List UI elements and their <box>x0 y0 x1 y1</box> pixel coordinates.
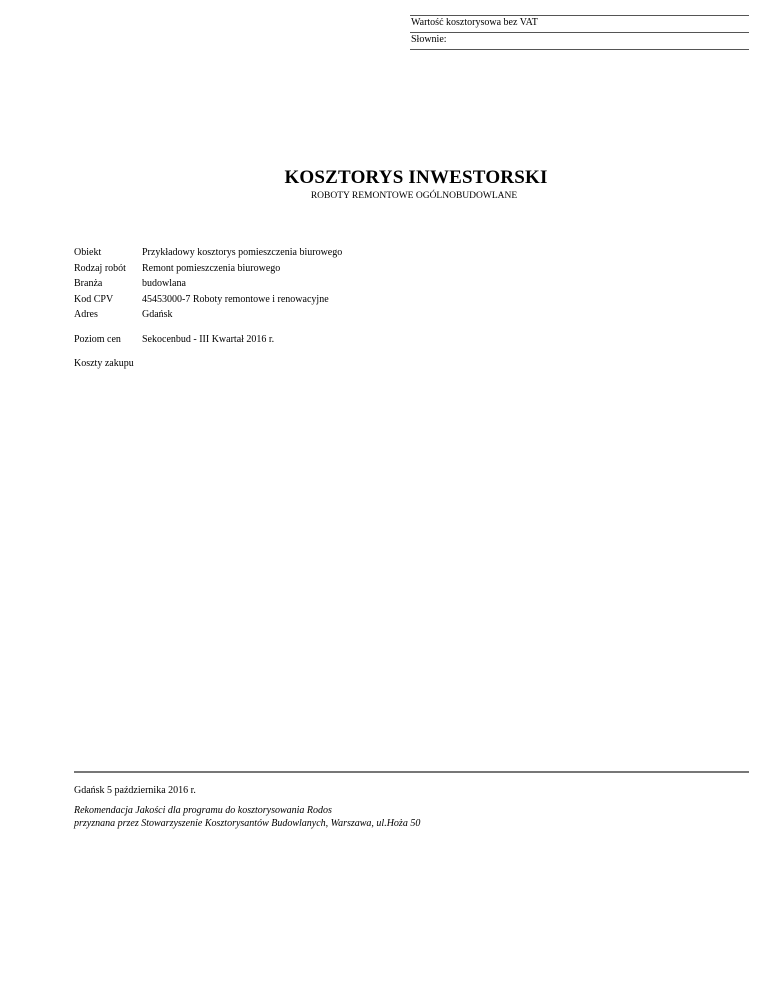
info-value: Gdańsk <box>142 309 173 320</box>
info-value: Przykładowy kosztorys pomieszczenia biurowego <box>142 247 343 258</box>
info-label: Branża <box>74 278 103 289</box>
info-value: budowlana <box>142 278 186 289</box>
info-row-object <box>74 245 342 261</box>
recommendation-line-1: Rekomendacja Jakości dla programu do kosztorysowania Rodos <box>74 805 332 816</box>
price-level-value: Sekocenbud - III Kwartał 2016 r. <box>142 334 275 345</box>
info-label: Rodzaj robót <box>74 262 126 274</box>
purchase-costs-label: Koszty zakupu <box>74 358 134 369</box>
info-value: 45453000-7 Roboty remontowe i renowacyjne <box>142 293 329 305</box>
footer-divider <box>74 771 749 773</box>
quality-recommendation <box>74 804 420 830</box>
project-info <box>74 245 342 323</box>
info-label: Obiekt <box>74 247 102 258</box>
footer-date: Gdańsk 5 października 2016 r. <box>74 785 196 796</box>
info-label: Adres <box>74 309 98 320</box>
info-row-work-type <box>74 261 342 277</box>
info-row-branch <box>74 276 342 292</box>
document-title: KOSZTORYS INWESTORSKI <box>284 167 548 188</box>
info-label: Kod CPV <box>74 293 114 305</box>
info-value: Remont pomieszczenia biurowego <box>142 262 281 274</box>
document-subtitle: ROBOTY REMONTOWE OGÓLNOBUDOWLANE <box>310 191 518 201</box>
price-level-row <box>74 334 274 345</box>
price-level-label: Poziom cen <box>74 334 121 345</box>
value-without-vat-label: Wartość kosztorysowa bez VAT <box>410 15 749 32</box>
header-summary-box <box>410 15 749 50</box>
info-row-address <box>74 307 342 323</box>
amount-in-words-label: Słownie: <box>410 32 749 50</box>
recommendation-line-2: przyznana przez Stowarzyszenie Kosztorysantów Budowlanych, Warszawa, ul.Hoża 50 <box>74 818 421 829</box>
info-row-cpv <box>74 292 342 308</box>
